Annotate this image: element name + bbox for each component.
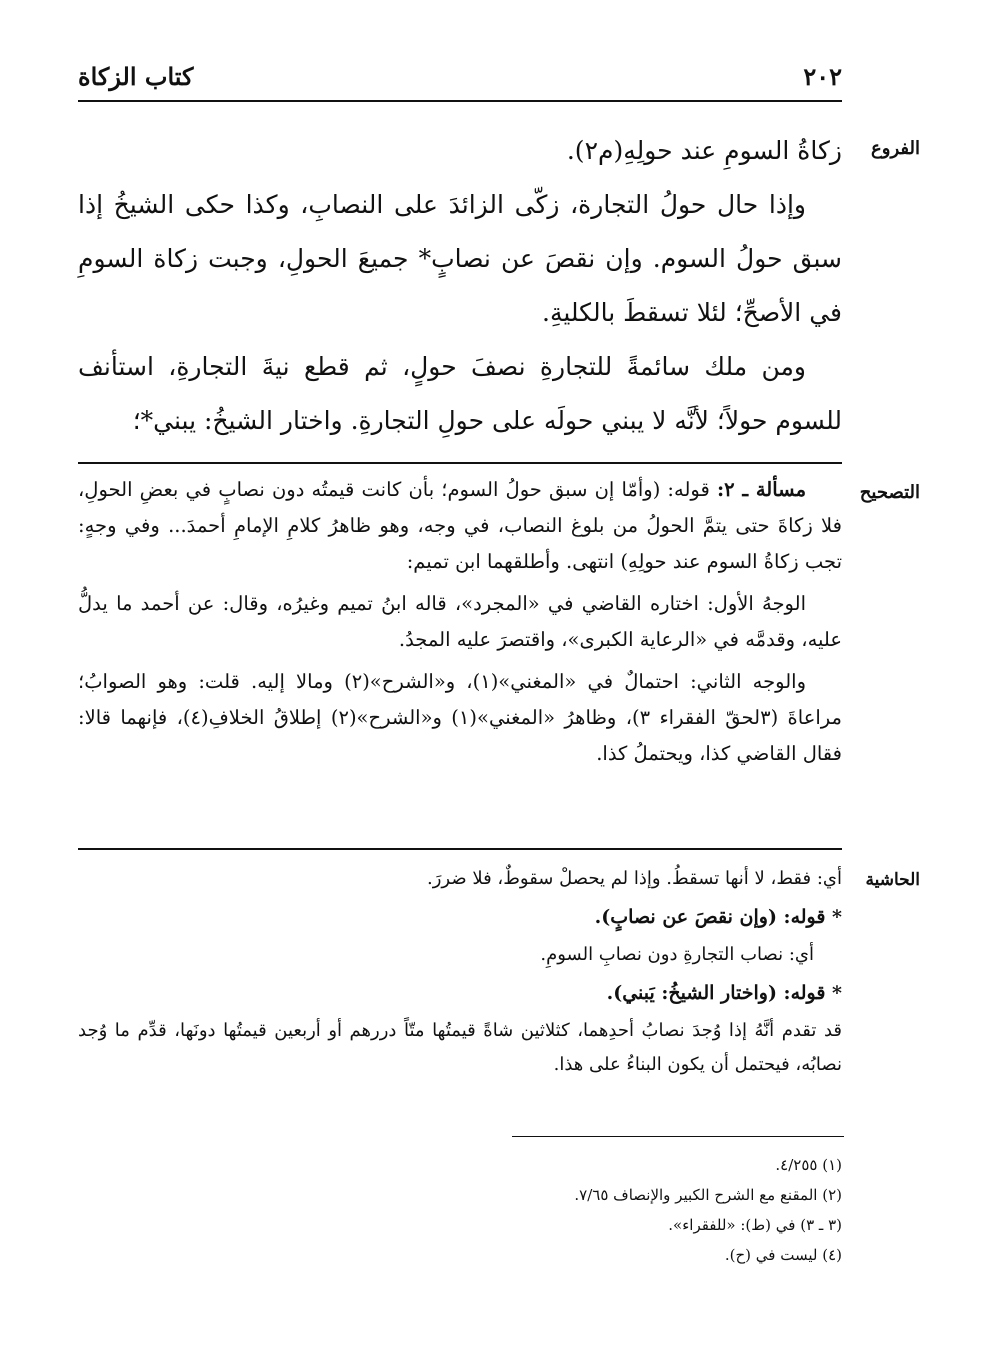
page-header (78, 62, 842, 96)
tashih-section (78, 472, 842, 778)
header-rule (78, 100, 842, 102)
section-label-tashih: التصحيح (859, 482, 920, 503)
furu-paragraph-1: زكاةُ السومِ عند حولِهِ(م٢). (566, 136, 842, 165)
section-label-hashiya: الحاشية (865, 870, 920, 890)
page-number: ٢٠٢ (803, 62, 842, 91)
footnote-1: (١) ٤/٢٥٥. (775, 1156, 842, 1174)
footnote-3: (٣ ـ ٣) في (ط): «للفقراء». (668, 1216, 842, 1234)
tashih-paragraph-2: الوجهُ الأول: اختاره القاضي في «المجرد»، قاله ابنُ تميم وغيرُه، وقال: عن أحمد ما يدلُّ عليه، وقدمَّه في «الرعاية الكبرى»، واقتصرَ عليه المجدُ. (78, 592, 842, 651)
tashih-paragraph-1-text: قوله: (وأمّا إن سبق حولُ السوم؛ بأن كانت قيمتُه دون نصابٍ في بعضِ الحولِ، فلا زكاةَ حتى يتمَّ الحولُ من بلوغ النصاب، في وجه، وهو ظاهرُ كلامِ الإمامِ أحمدَ... وفي وجهٍ: تجب زكاةُ السوم عند حولِهِ) انتهى. وأطلقهما ابن تميم: (78, 478, 842, 573)
footnote-rule (512, 1136, 844, 1137)
footnotes (512, 1150, 842, 1270)
footnote-2: (٢) المقنع مع الشرح الكبير والإنصاف ٧/٦٥. (574, 1186, 842, 1204)
footnote-4: (٤) ليست في (ح). (724, 1246, 842, 1264)
furu-paragraph-3: ومن ملك سائمةً للتجارةِ نصفَ حولٍ، ثم قطع نيةَ التجارةِ، استأنف للسوم حولاً؛ لأنَّه لا يبني حولَه على حولِ التجارةِ. واختار الشيخُ: يبني*؛ (78, 352, 842, 435)
issue-label: مسألة ـ ٢: (716, 478, 807, 501)
section-label-furu: الفروع (871, 138, 920, 159)
section-divider-hashiya (78, 848, 842, 850)
hashiya-section (78, 862, 842, 1086)
hashiya-quote-2: * قوله: (واختار الشيخُ: يَبني). (606, 982, 842, 1004)
section-divider-tashih (78, 462, 842, 464)
tashih-paragraph-3: والوجه الثاني: احتمالٌ في «المغني»(١)، و«الشرح»(٢) ومالا إليه. قلت: وهو الصوابُ؛ مراعاةَ (٣لحقّ الفقراء ٣)، وظاهرُ «المغني»(١) و«الشرح»(٢) إطلاقُ الخلافِ(٤)، فإنهما قالا: فقال القاضي كذا، ويحتملُ كذا. (78, 670, 842, 765)
hashiya-paragraph-1: أي: فقط، لا أنها تسقطُ. وإذا لم يحصلْ سقوطٌ، فلا ضررَ. (427, 868, 842, 889)
furu-paragraph-2: وإذا حال حولُ التجارة، زكّى الزائدَ على النصابِ، وكذا حكى الشيخُ إذا سبق حولُ السوم. وإن نقصَ عن نصابٍ* جميعَ الحولِ، وجبت زكاة السومِ في الأصحِّ؛ لئلا تسقطَ بالكليةِ. (78, 190, 842, 327)
hashiya-paragraph-2: أي: نصاب التجارةِ دون نصابِ السومِ. (540, 944, 814, 965)
hashiya-paragraph-3: قد تقدم أنَّهُ إذا وُجدَ نصابُ أحدِهما، كثلاثين شاةً قيمتُها متّاً دررهم أو أربعين قيمتُها دونَها، قدِّم ما وُجد نصابُه، فيحتمل أن يكون البناءُ على هذا. (78, 1020, 843, 1075)
hashiya-quote-1: * قوله: (وإن نقصَ عن نصابٍ). (594, 906, 842, 928)
running-title: كتاب الزكاة (78, 62, 194, 91)
tashih-paragraph-1 (78, 472, 842, 580)
furu-section (78, 124, 842, 448)
